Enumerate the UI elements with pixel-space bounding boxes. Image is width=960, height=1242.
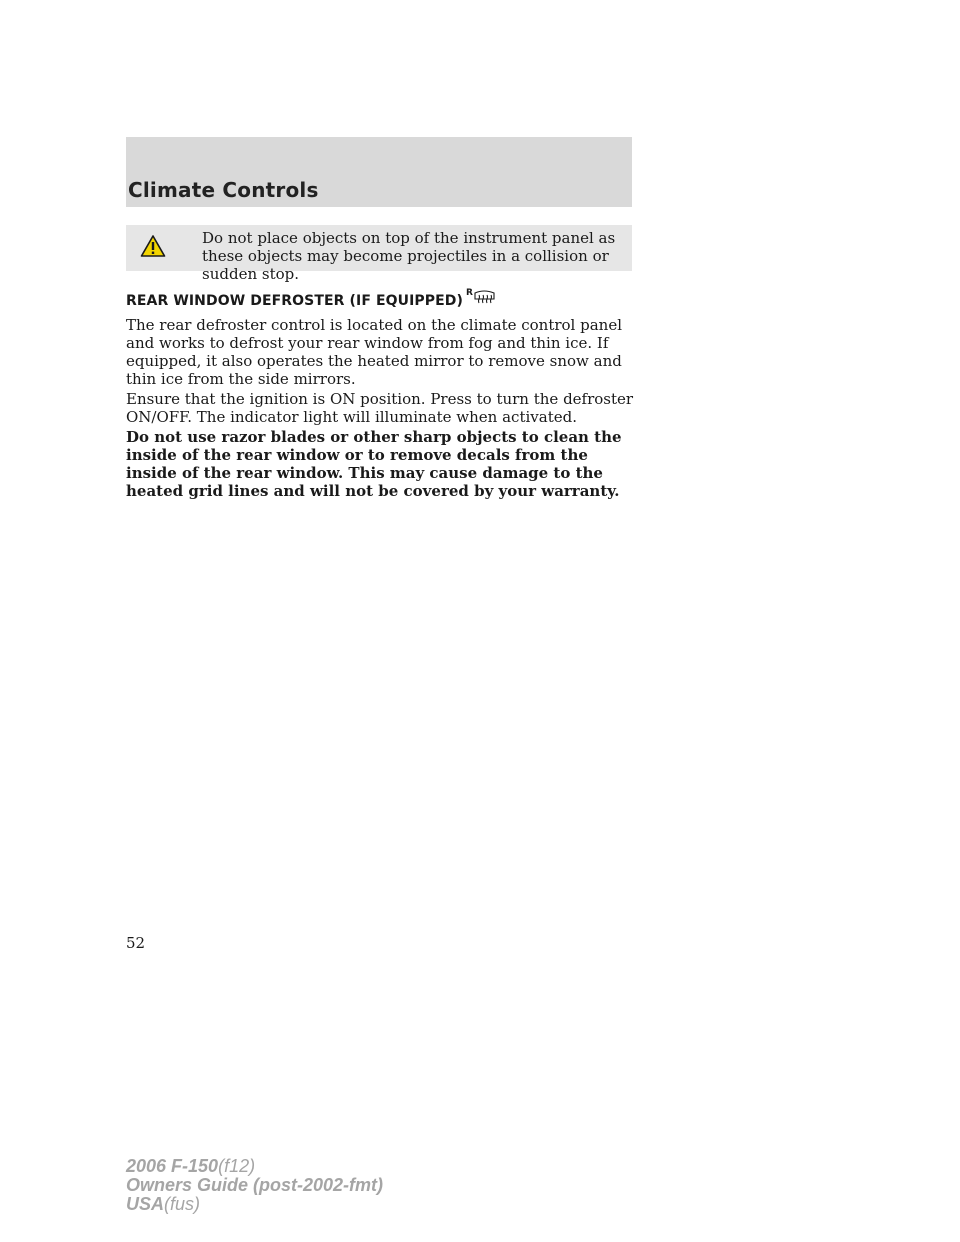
paragraph-defroster-operation: Ensure that the ignition is ON position. Press to turn the defroster ON/OFF. The indicator light will illuminate when activated.: [126, 390, 634, 426]
footer-region-code: (fus): [164, 1194, 201, 1214]
paragraph-defroster-location: The rear defroster control is located on the climate control panel and works to defrost your rear window from fog and thin ice. If equipped, it also operates the heated mirror to remove snow and thin ice from the side mirrors.: [126, 316, 623, 388]
footer-model-code: (f12): [218, 1156, 256, 1176]
footer-line-model: [126, 1157, 383, 1176]
footer-guide: Owners Guide (post-2002-fmt): [126, 1175, 384, 1195]
defrost-icon-letter: R: [466, 288, 473, 298]
warning-triangle-icon: [140, 234, 166, 258]
footer-document-info: [126, 1157, 383, 1214]
section-heading: REAR WINDOW DEFROSTER (IF EQUIPPED): [126, 293, 464, 309]
rear-defrost-icon: [466, 286, 496, 306]
footer-line-region: [126, 1195, 383, 1214]
page-number: 52: [126, 934, 146, 952]
warning-text: Do not place objects on top of the instrument panel as these objects may become projectiles in a collision or sudden stop.: [202, 229, 616, 283]
page-title: Climate Controls: [128, 178, 319, 202]
paragraph-defroster-caution: Do not use razor blades or other sharp objects to clean the inside of the rear window or to remove decals from the inside of the rear window. This may cause damage to the heated grid lines and will not be covered by your warranty.: [126, 428, 622, 500]
footer-model: 2006 F-150: [126, 1156, 219, 1176]
footer-region: USA: [126, 1194, 165, 1214]
footer-line-guide: [126, 1176, 383, 1195]
